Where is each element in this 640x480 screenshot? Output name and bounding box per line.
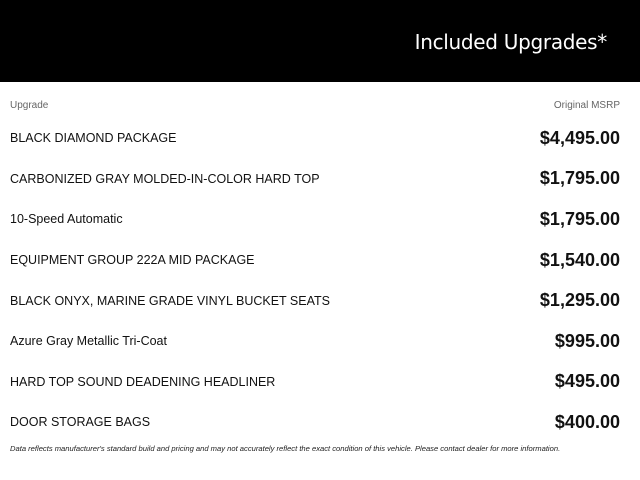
upgrade-price: $1,540.00 — [539, 249, 620, 270]
upgrade-name: 10-Speed Automatic — [10, 212, 123, 227]
upgrade-price: $1,295.00 — [539, 290, 620, 311]
upgrade-name: DOOR STORAGE BAGS — [10, 415, 151, 430]
upgrades-table — [10, 118, 620, 443]
column-header-msrp: Original MSRP — [553, 100, 620, 111]
upgrade-name: CARBONIZED GRAY MOLDED-IN-COLOR HARD TOP — [10, 171, 320, 186]
header-banner — [0, 0, 640, 82]
table-row — [10, 280, 620, 321]
upgrade-price: $4,495.00 — [539, 127, 620, 148]
table-row — [10, 402, 620, 443]
upgrade-price: $1,795.00 — [539, 208, 620, 229]
table-row — [10, 159, 620, 200]
upgrade-price: $1,795.00 — [539, 168, 620, 189]
disclaimer-text: Data reflects manufacturer's standard build and pricing and may not accurately reflect the exact condition of this vehicle. Please contact dealer for more information. — [10, 444, 561, 453]
table-row — [10, 199, 620, 240]
table-row — [10, 118, 620, 159]
upgrade-name: HARD TOP SOUND DEADENING HEADLINER — [10, 374, 276, 389]
table-row — [10, 362, 620, 403]
column-header-upgrade: Upgrade — [10, 100, 49, 111]
upgrade-name: EQUIPMENT GROUP 222A MID PACKAGE — [10, 253, 255, 268]
upgrade-name: BLACK DIAMOND PACKAGE — [10, 131, 177, 146]
table-row — [10, 321, 620, 362]
upgrade-name: Azure Gray Metallic Tri-Coat — [10, 334, 167, 349]
table-row — [10, 240, 620, 281]
upgrade-price: $495.00 — [554, 371, 620, 392]
page-title: Included Upgrades* — [414, 30, 607, 54]
upgrade-name: BLACK ONYX, MARINE GRADE VINYL BUCKET SEATS — [10, 293, 330, 308]
upgrade-price: $400.00 — [554, 411, 620, 432]
upgrade-price: $995.00 — [554, 330, 620, 351]
